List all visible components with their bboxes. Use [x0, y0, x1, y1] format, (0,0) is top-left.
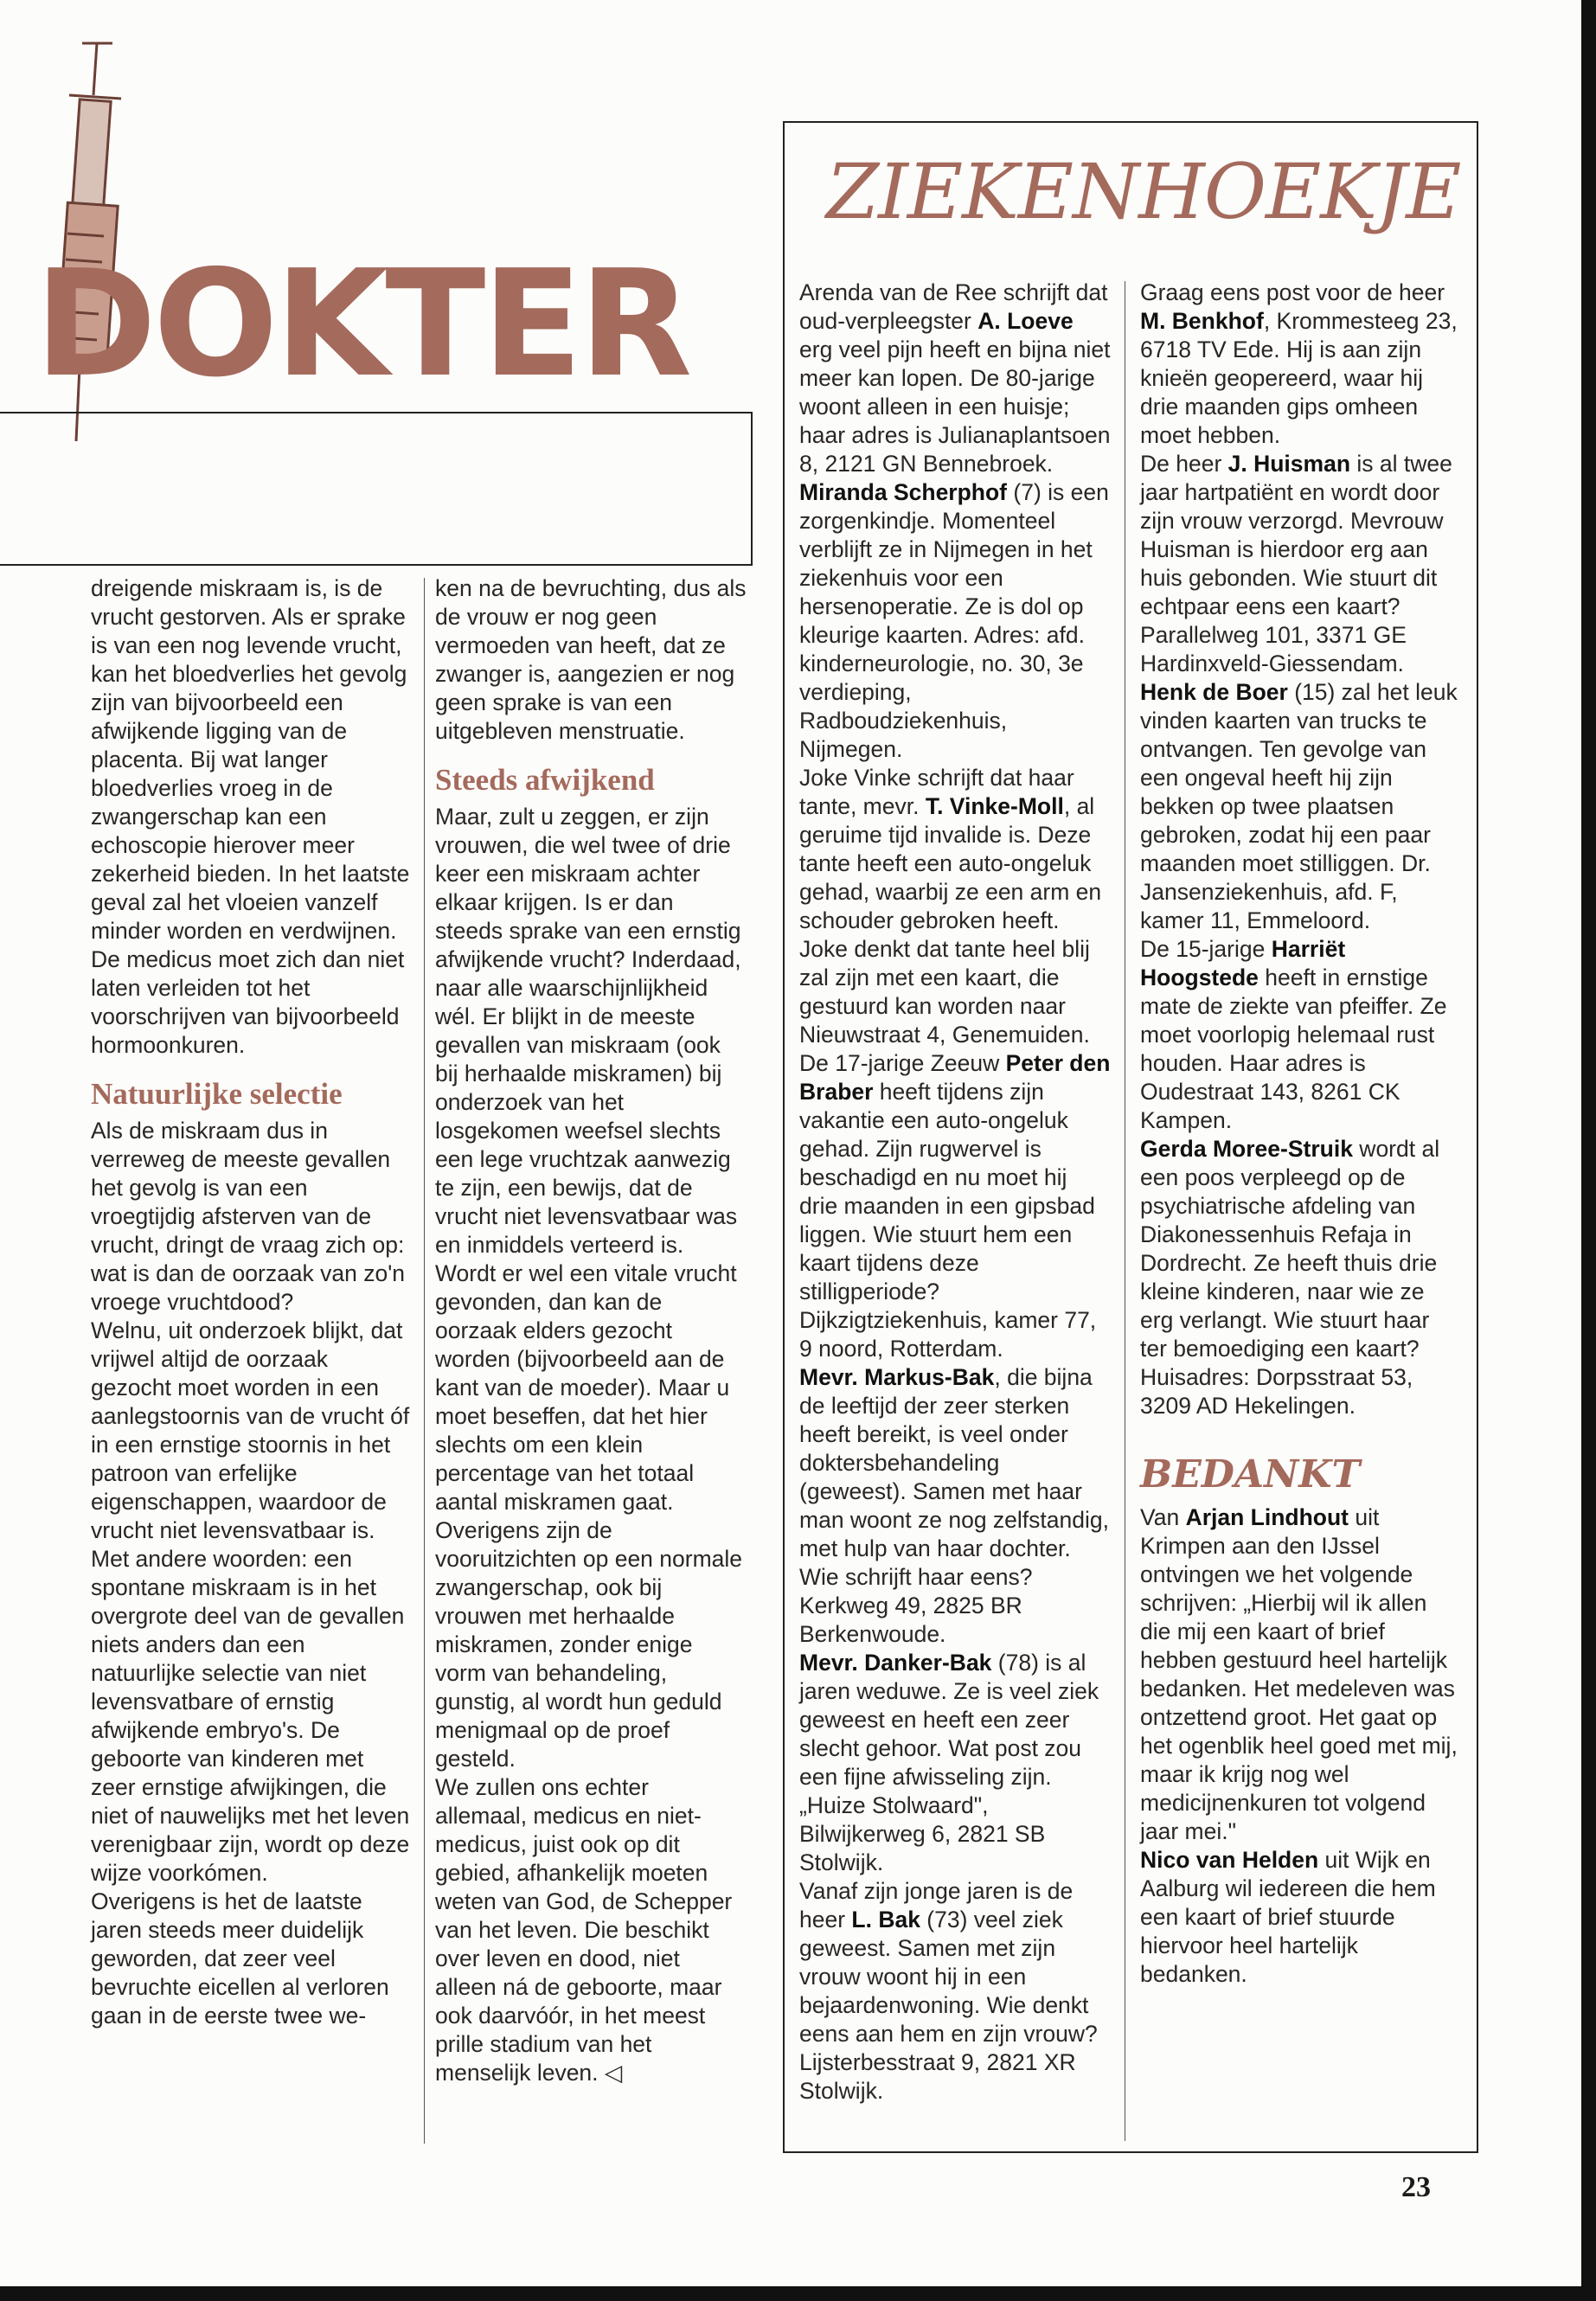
patient-entry: De 15-jarige Harriët Hoogstede heeft in ernstige mate de ziekte van pfeiffer. Ze moet voorlopig helemaal rust houden. Haar adres is Oudestraat 143, 8261 CK Kampen.	[1140, 936, 1447, 1133]
article-paragraph: ken na de bevruchting, dus als de vrouw er nog geen vermoeden van heeft, dat ze zwanger is, aangezien er nog geen sprake is van een uitgebleven menstruatie.	[435, 575, 747, 744]
section-title-dokter: DOKTER	[35, 239, 689, 410]
thanks-entry: Nico van Helden uit Wijk en Aalburg wil iedereen die hem een kaart of brief stuurde hiervoor heel hartelijk bedanken.	[1140, 1847, 1436, 1987]
sidebar-title-ziekenhoekje: ZIEKENHOEKJE	[826, 147, 1461, 236]
patient-entry: Arenda van de Ree schrijft dat oud-verpleegster A. Loeve erg veel pijn heeft en bijna niet meer kan lopen. De 80-jarige woont alleen in een huisje; haar adres is Julianaplantsoen 8, 2121 GN Bennebroek.	[799, 279, 1111, 477]
subheading-bedankt: BEDANKT	[1140, 1452, 1361, 1497]
patient-entry: Joke Vinke schrijft dat haar tante, mevr. T. Vinke-Moll, al geruime tijd invalide is. Deze tante heeft een auto-ongeluk gehad, waarbij ze een arm en schouder gebroken heeft. Joke denkt dat tante heel blij zal zijn met een kaart, die gestuurd kan worden naar Nieuwstraat 4, Genemuiden.	[799, 765, 1102, 1048]
article-column-1	[91, 574, 413, 2030]
article-paragraph: Overigens is het de laatste jaren steeds meer duidelijk geworden, dat zeer veel bevruchte eicellen al verloren gaan in de eerste twee we-	[91, 1888, 389, 2029]
patient-entry: Vanaf zijn jonge jaren is de heer L. Bak (73) veel ziek geweest. Samen met zijn vrouw woont hij in een bejaardenwoning. Wie denkt eens aan hem en zijn vrouw? Lijsterbesstraat 9, 2821 XR Stolwijk.	[799, 1878, 1098, 2104]
article-paragraph: We zullen ons echter allemaal, medicus en niet-medicus, juist ook op dit gebied, afhankelijk moeten weten van God, de Schepper van het leven. Die beschikt over leven en dood, niet alleen ná de geboorte, maar ook daarvóór, in het meest prille stadium van het menselijk leven. ◁	[435, 1774, 733, 2086]
patient-entry: Mevr. Danker-Bak (78) is al jaren weduwe. Ze is veel ziek geweest en heeft een zeer slecht gehoor. Wat post zou een fijne afwisseling zijn. „Huize Stolwaard", Bilwijkerweg 6, 2821 SB Stolwijk.	[799, 1650, 1099, 1875]
thanks-entry: Van Arjan Lindhout uit Krimpen aan den IJssel ontvingen we het volgende schrijven: „Hierbij wil ik allen die mij een kaart of brief hebben gestuurd heel hartelijk bedanken. Het medeleven was ontzettend groot. Het gaat op het ogenblik heel goed met mij, maar ik krijg nog wel medicijnenkuren tot volgend jaar mei."	[1140, 1504, 1458, 1844]
article-paragraph: dreigende miskraam is, is de vrucht gestorven. Als er sprake is van een nog levende vrucht, kan het bloedverlies het gevolg zijn van bijvoorbeeld een afwijkende ligging van de placenta. Bij wat langer bloedverlies vroeg in de zwangerschap kan een echoscopie hierover meer zekerheid bieden. In het laatste geval zal het vloeien vanzelf minder worden en verdwijnen. De medicus moet zich dan niet laten verleiden tot het voorschrijven van bijvoorbeeld hormoonkuren.	[91, 575, 410, 1058]
subheading-natuurlijke-selectie: Natuurlijke selectie	[91, 1077, 343, 1111]
patient-entry: Henk de Boer (15) zal het leuk vinden kaarten van trucks te ontvangen. Ten gevolge van een ongeval heeft hij zijn bekken op twee plaatsen gebroken, zodat hij een paar maanden moet stilliggen. Dr. Jansenziekenhuis, afd. F, kamer 11, Emmeloord.	[1140, 679, 1458, 933]
ziekenhoekje-column-2	[1140, 279, 1460, 1989]
column-divider	[424, 578, 425, 2144]
title-box-rule	[751, 412, 753, 564]
article-paragraph: Welnu, uit onderzoek blijkt, dat vrijwel altijd de oorzaak gezocht moet worden in een aanlegstoornis van de vrucht óf in een ernstige stoornis in het patroon van erfelijke eigenschappen, waardoor de vrucht niet levensvatbaar is. Met andere woorden: een spontane miskraam is in het overgrote deel van de gevallen niets anders dan een natuurlijke selectie van niet levensvatbare of ernstig afwijkende embryo's. De geboorte van kinderen met zeer ernstige afwijkingen, die niet of nauwelijks met het leven verenigbaar zijn, wordt op deze wijze voorkómen.	[91, 1317, 410, 1886]
patient-entry: Graag eens post voor de heer M. Benkhof, Krommesteeg 23, 6718 TV Ede. Hij is aan zijn knieën geopereerd, waar hij drie maanden gips omheen moet hebben.	[1140, 279, 1458, 448]
article-column-2	[435, 574, 747, 2087]
patient-entry: De 17-jarige Zeeuw Peter den Braber heeft tijdens zijn vakantie een auto-ongeluk gehad. Zijn rugwervel is beschadigd en nu moet hij drie maanden in een gipsbad liggen. Wie stuurt hem een kaart tijdens deze stilligperiode? Dijkzigtziekenhuis, kamer 77, 9 noord, Rotterdam.	[799, 1050, 1111, 1362]
patient-entry: Mevr. Markus-Bak, die bijna de leeftijd der zeer sterken heeft bereikt, is veel onder doktersbehandeling (geweest). Samen met haar man woont ze nog zelfstandig, met hulp van haar dochter. Wie schrijft haar eens? Kerkweg 49, 2825 BR Berkenwoude.	[799, 1364, 1109, 1647]
title-box-rule	[0, 412, 753, 413]
subheading-steeds-afwijkend: Steeds afwijkend	[435, 763, 655, 797]
article-paragraph: Overigens zijn de vooruitzichten op een normale zwangerschap, ook bij vrouwen met herhaalde miskramen, zonder enige vorm van behandeling, gunstig, al wordt hun geduld menigmaal op de proef gesteld.	[435, 1517, 743, 1772]
patient-entry: De heer J. Huisman is al twee jaar hartpatiënt en wordt door zijn vrouw verzorgd. Mevrouw Huisman is hierdoor erg aan huis gebonden. Wie stuurt dit echtpaar eens een kaart? Parallelweg 101, 3371 GE Hardinxveld-Giessendam.	[1140, 451, 1452, 676]
article-paragraph: Maar, zult u zeggen, er zijn vrouwen, die wel twee of drie keer een miskraam achter elkaar krijgen. Is er dan steeds sprake van een ernstig afwijkende vrucht? Inderdaad, naar alle waarschijnlijkheid wél. Er blijkt in de meeste gevallen van miskraam (ook bij herhaalde miskramen) bij onderzoek van het losgekomen weefsel slechts een lege vruchtzak aanwezig te zijn, een bewijs, dat de vrucht niet levensvatbaar was en inmiddels verteerd is. Wordt er wel een vitale vrucht gevonden, dan kan de oorzaak elders gezocht worden (bijvoorbeeld aan de kant van de moeder). Maar u moet beseffen, dat het hier slechts om een klein percentage van het totaal aantal miskramen gaat.	[435, 804, 741, 1515]
article-paragraph: Als de miskraam dus in verreweg de meeste gevallen het gevolg is van een vroegtijdig afsterven van de vrucht, dringt de vraag zich op: wat is dan de oorzaak van zo'n vroege vruchtdood?	[91, 1118, 406, 1315]
scan-edge	[0, 2286, 1596, 2301]
patient-entry: Miranda Scherphof (7) is een zorgenkindje. Momenteel verblijft ze in Nijmegen in het ziekenhuis voor een hersenoperatie. Ze is dol op kleurige kaarten. Adres: afd. kinderneurologie, no. 30, 3e verdieping, Radboudziekenhuis, Nijmegen.	[799, 479, 1109, 762]
page-number: 23	[1401, 2171, 1431, 2203]
ziekenhoekje-column-1	[799, 279, 1111, 2106]
patient-entry: Gerda Moree-Struik wordt al een poos verpleegd op de psychiatrische afdeling van Diakonessenhuis Refaja in Dordrecht. Ze heeft thuis drie kleine kinderen, naar wie ze erg verlangt. Wie stuurt haar ter bemoediging een kaart? Huisadres: Dorpsstraat 53, 3209 AD Hekelingen.	[1140, 1136, 1440, 1419]
scan-edge	[1581, 0, 1596, 2301]
title-box-rule	[0, 564, 753, 566]
